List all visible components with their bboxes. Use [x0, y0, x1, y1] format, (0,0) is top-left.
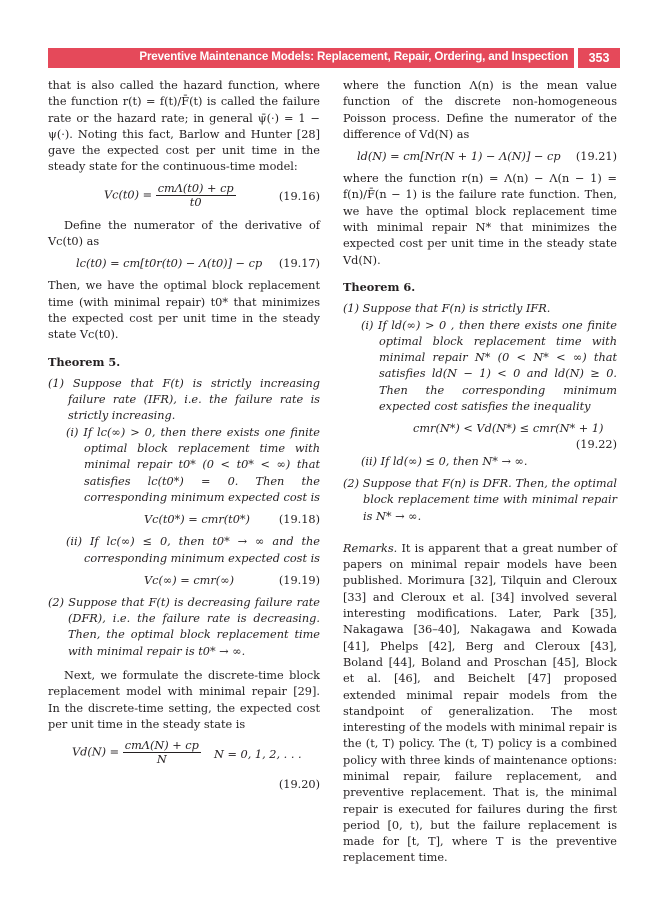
right-column [343, 78, 617, 867]
equation-19-19 [48, 573, 320, 589]
equation-19-18 [48, 512, 320, 528]
theorem-subitem: (i) If lc(∞) > 0, then there exists one finite optimal block replacement time with minimal repair t0* (0 < t0* < ∞) that satisfies lc(t0*) = 0. Then the corresponding minimum expected cost is [66, 425, 320, 504]
fraction [123, 739, 201, 766]
equation-body: ld(N) = cm[Nr(N + 1) − Λ(N)] − cp [357, 150, 561, 164]
equation-number: (19.17) [278, 257, 320, 271]
fraction-denominator: t0 [189, 195, 202, 209]
fraction [156, 182, 236, 209]
equation-body: Vc(∞) = cmr(∞) [144, 573, 235, 587]
equation-19-17 [48, 256, 320, 272]
equation-lhs: Vd(N) = [72, 745, 120, 759]
running-title: Preventive Maintenance Models: Replacement, Repair, Ordering, and Inspection [139, 50, 568, 63]
theorem-subitem: (i) If ld(∞) > 0 , then there exists one finite optimal block replacement time with minimal repair N* (0 < N* < ∞) that satisfies ld(N − 1) < 0 and ld(N) ≥ 0. Then the corresponding minimum expected cost satisfies the inequality [361, 318, 617, 414]
theorem-5-heading: Theorem 5. [48, 354, 121, 369]
fraction-denominator: N [156, 753, 167, 767]
theorem-6-heading: Theorem 6. [343, 279, 416, 294]
paragraph: Next, we formulate the discrete-time block replacement model with minimal repair [29]. In the discrete-time setting, the expected cost per unit time in the steady state is [48, 669, 320, 731]
equation-condition: N = 0, 1, 2, . . . [214, 748, 302, 762]
theorem-item: (2) Suppose that F(t) is decreasing failure rate (DFR), i.e. the failure rate is decreasing. Then, the optimal block replacement time with minimal repair is t0* → ∞. [48, 595, 320, 658]
remarks-text: It is apparent that a great number of papers on minimal repair models have been published. Morimura [32], Tilquin and Cleroux [33] and Cleroux et al. [34] involved several interesting modifications. Later, Park [35], Nakagawa [36–40], Nakagawa and Kowada [41], Phelps [42], Berg and Cleroux [43], Boland [44], Boland and Proschan [45], Block et al. [46], and Beichelt [47] proposed extended minimal repair models from the standpoint of generalization. The most interesting of the models with minimal repair is the (t, T) policy. The (t, T) policy is a combined policy with three kinds of maintenance options: minimal repair, failure replacement, and preventive replacement. That is, the minimal repair is executed for failures during the first period [0, t), but the failure replacement is made for [t, T], where T is the preventive replacement time. [343, 541, 617, 865]
page-number: 353 [578, 48, 620, 68]
equation-number: (19.20) [278, 778, 320, 792]
equation-19-21 [343, 149, 617, 165]
paragraph: that is also called the hazard function, where the function r(t) = f(t)/F̄(t) is called the failure rate or the hazard rate; in general ψ̄(·) = 1 − ψ(·). Noting this fact, Barlow and Hunter [28] gave the expected cost per unit time in the steady state for the continuous-time model: [48, 79, 320, 174]
running-header [48, 48, 620, 68]
equation-number: (19.21) [575, 150, 617, 164]
theorem-item: (2) Suppose that F(n) is DFR. Then, the optimal block replacement time with minimal repair is N* → ∞. [343, 476, 617, 523]
equation-19-16 [48, 182, 320, 212]
equation-body: lc(t0) = cm[t0r(t0) − Λ(t0)] − cp [76, 257, 263, 271]
equation-number: (19.22) [575, 438, 617, 452]
fraction-numerator: cmΛ(N) + cp [124, 739, 199, 753]
theorem-subitem: (ii) If ld(∞) ≤ 0, then N* → ∞. [361, 454, 528, 468]
remarks-paragraph [343, 541, 617, 867]
remarks-label: Remarks. [343, 541, 398, 555]
equation-number: (19.19) [278, 573, 320, 587]
equation-lhs: Vc(t0) = [104, 188, 153, 202]
equation-number: (19.18) [278, 513, 320, 527]
paragraph: Define the numerator of the derivative of Vc(t0) as [48, 218, 320, 249]
equation-body: cmr(N*) < Vd(N*) ≤ cmr(N* + 1) [413, 422, 604, 436]
equation-19-20 [48, 739, 320, 771]
theorem-subitem: (ii) If lc(∞) ≤ 0, then t0* → ∞ and the corresponding minimum expected cost is [66, 535, 320, 565]
fraction-numerator: cmΛ(t0) + cp [157, 181, 234, 195]
left-column [48, 78, 320, 794]
paragraph: Then, we have the optimal block replacement time (with minimal repair) t0* that minimizes the expected cost per unit time in the steady state Vc(t0). [48, 279, 320, 342]
theorem-item: (1) Suppose that F(n) is strictly IFR. [343, 302, 551, 316]
theorem-item: (1) Suppose that F(t) is strictly increasing failure rate (IFR), i.e. the failure rate is strictly increasing. [48, 376, 320, 423]
paragraph: where the function r(n) = Λ(n) − Λ(n − 1) = f(n)/F̄(n − 1) is the failure rate function. Then, we have the optimal block replacement time with minimal repair N* that minimizes the expected cost per unit time in the steady state Vd(N). [343, 172, 617, 267]
equation-19-22 [343, 421, 617, 437]
equation-body: Vc(t0*) = cmr(t0*) [144, 513, 250, 527]
equation-number: (19.16) [278, 189, 320, 203]
paragraph: where the function Λ(n) is the mean value function of the discrete non-homogeneous Poisson process. Define the numerator of the difference of Vd(N) as [343, 79, 617, 141]
